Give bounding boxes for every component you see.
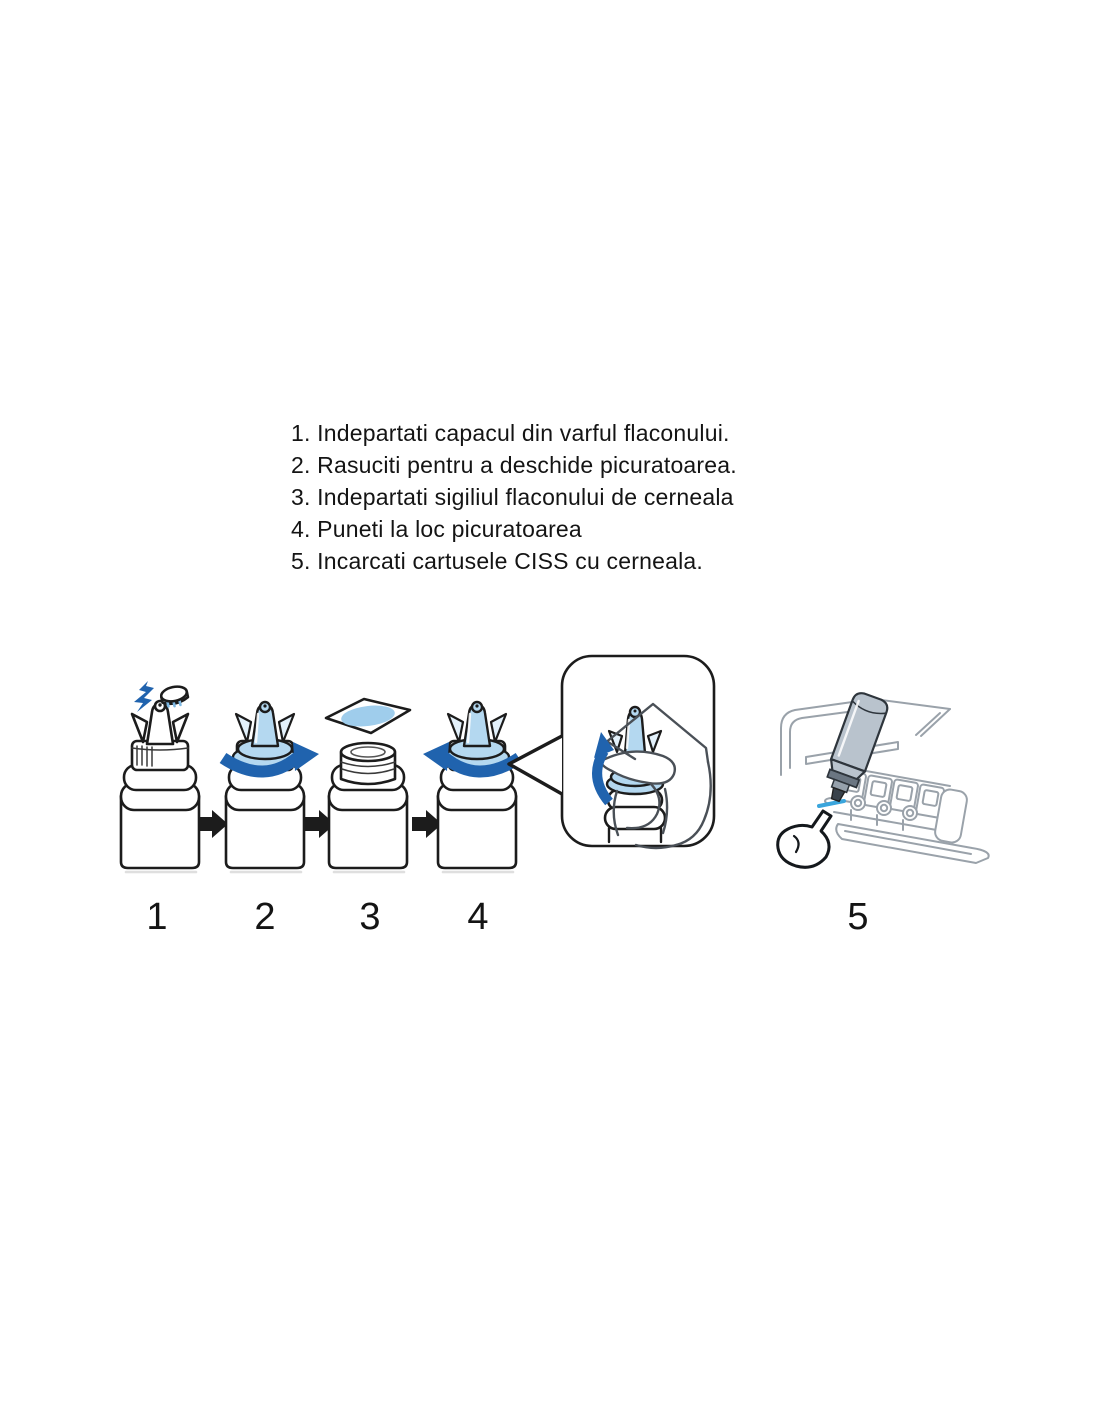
fill-port-highlight (819, 801, 844, 806)
step-2-bottle-illustration (223, 702, 319, 872)
step-4-bottle-illustration (423, 702, 519, 872)
step-3-bottle-illustration (326, 699, 410, 872)
step-arrow-icon (198, 810, 228, 838)
step-1-bottle-illustration (121, 681, 199, 872)
step-1-label: 1 (146, 896, 168, 938)
snap-flash-icon (134, 681, 154, 712)
callout-tail (509, 736, 562, 794)
pointing-hand-icon (778, 811, 831, 867)
step-5-printer-illustration (778, 691, 989, 868)
step-3-label: 3 (359, 896, 381, 938)
instruction-line-5: 5. Incarcati cartusele CISS cu cerneala. (291, 548, 703, 574)
instruction-line-4: 4. Puneti la loc picuratoarea (291, 516, 582, 542)
step-4-label: 4 (467, 896, 489, 938)
instruction-line-2: 2. Rasuciti pentru a deschide picuratoarea. (291, 452, 737, 478)
step-2-label: 2 (254, 896, 276, 938)
seal-foil-icon (326, 699, 410, 733)
instruction-list (291, 417, 737, 577)
instruction-line-1: 1. Indepartati capacul din varful flaconului. (291, 420, 730, 446)
step-5-label: 5 (847, 896, 869, 938)
callout-bubble (509, 656, 714, 848)
instruction-line-3: 3. Indepartati sigiliul flaconului de cerneala (291, 484, 734, 510)
